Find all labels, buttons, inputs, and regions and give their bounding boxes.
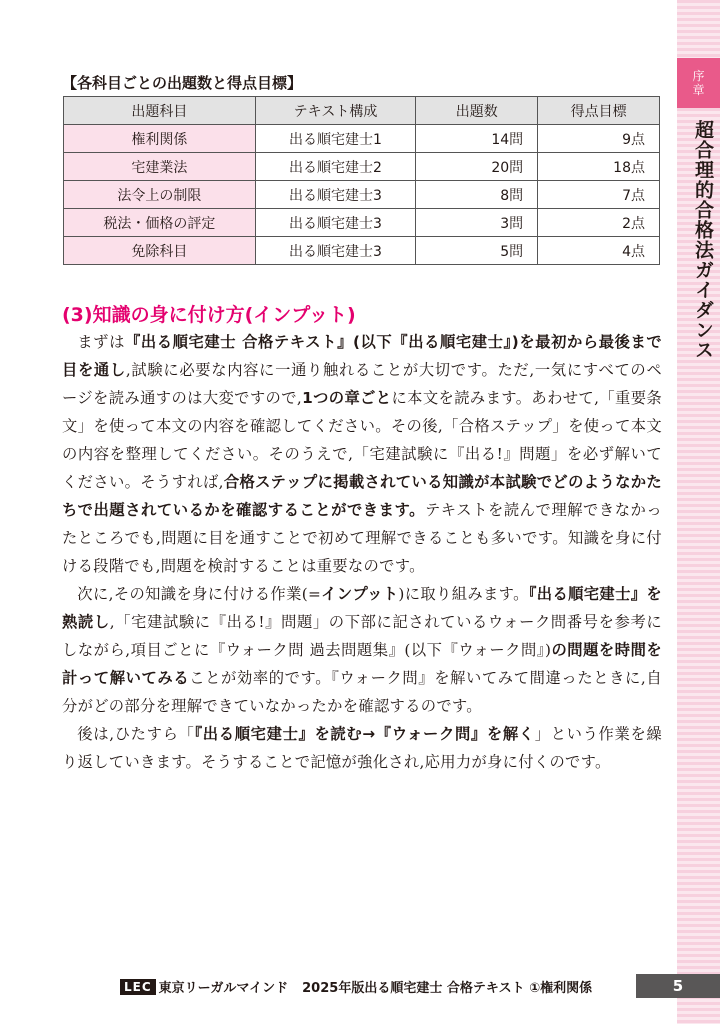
cell-score: 7点: [538, 181, 660, 209]
text-run: に本文を読みます。あわせて,「重要条文」を使って本文の内容を確認してください。その後,「合格ステップ」を使って本文の内容を整理してください。そのうえで,「宅建試験に『出る!』問題」を必ず解いてください。そうすれば,: [62, 389, 662, 491]
cell-text: 出る順宅建士2: [255, 153, 416, 181]
emphasis-run: 『出る順宅建士』を熟読し: [62, 585, 662, 631]
text-run: ,「宅建試験に『出る!』問題」の下部に記されているウォーク問番号を参考にしながら,項目ごとに『ウォーク問 過去問題集』(以下『ウォーク問』): [62, 613, 662, 659]
cell-subject: 権利関係: [64, 125, 256, 153]
table-header-row: [64, 97, 660, 125]
header-count: 出題数: [416, 97, 538, 125]
book-title: 2025年版出る順宅建士 合格テキスト ①権利関係: [302, 981, 593, 996]
cell-count: 14問: [416, 125, 538, 153]
cell-text: 出る順宅建士3: [255, 237, 416, 265]
text-run: 次に,その知識を身に付ける作業(=: [77, 585, 322, 603]
cell-count: 20問: [416, 153, 538, 181]
text-run: ,試験に必要な内容に一通り触れることが大切です。ただ,一気にすべてのページを読み通すのは大変ですので,: [62, 361, 662, 407]
section-heading: (3)知識の身に付け方(インプット): [62, 304, 356, 326]
cell-count: 3問: [416, 209, 538, 237]
chapter-label-2: 章: [692, 83, 705, 97]
cell-subject: 免除科目: [64, 237, 256, 265]
page-number: 5: [636, 974, 720, 998]
cell-text: 出る順宅建士3: [255, 181, 416, 209]
emphasis-run: の問題を時間を計って解いてみる: [62, 641, 662, 687]
text-run: まずは: [77, 333, 125, 351]
chapter-title: 超合理的合格法ガイダンス: [692, 120, 714, 360]
cell-subject: 法令上の制限: [64, 181, 256, 209]
paragraph-1: [62, 328, 662, 580]
text-run: 後は,ひたすら「: [77, 725, 195, 743]
lec-logo: LEC: [120, 979, 156, 995]
text-run: ことが効率的です。『ウォーク問』を解いてみて間違ったときに,自分がどの部分を理解できていなかったかを確認するのです。: [62, 669, 662, 715]
header-text: テキスト構成: [255, 97, 416, 125]
side-strip: [677, 0, 720, 1024]
paragraph-3: [62, 720, 662, 776]
table-row: [64, 181, 660, 209]
table-row: [64, 153, 660, 181]
score-table: [63, 96, 660, 265]
cell-score: 4点: [538, 237, 660, 265]
footer-brand: [120, 977, 592, 996]
text-run: テキストを読んで理解できなかったところでも,問題に目を通すことで初めて理解できることも多いです。知識を身に付ける段階でも,問題を検討することは重要なのです。: [62, 501, 662, 575]
text-run: 」という作業を繰り返していきます。そうすることで記憶が強化され,応用力が身に付くのです。: [62, 725, 663, 771]
emphasis-run: 1つの章ごと: [302, 389, 392, 407]
header-subject: 出題科目: [64, 97, 256, 125]
cell-subject: 税法・価格の評定: [64, 209, 256, 237]
paragraph-2: [62, 580, 662, 720]
cell-score: 9点: [538, 125, 660, 153]
table-caption: 【各科目ごとの出題数と得点目標】: [62, 74, 303, 92]
emphasis-run: 『出る順宅建士』を読む→『ウォーク問』を解く: [194, 725, 535, 743]
footer: [0, 974, 720, 1000]
cell-score: 2点: [538, 209, 660, 237]
table-row: [64, 237, 660, 265]
table-row: [64, 125, 660, 153]
emphasis-run: 合格ステップに掲載されている知識が本試験でどのようなかたちで出題されているかを確認することができます。: [62, 473, 662, 519]
chapter-tab: [677, 58, 720, 108]
emphasis-run: 『出る順宅建士 合格テキスト』(以下『出る順宅建士』)を最初から最後まで目を通し: [62, 333, 662, 379]
cell-count: 5問: [416, 237, 538, 265]
header-score: 得点目標: [538, 97, 660, 125]
cell-text: 出る順宅建士3: [255, 209, 416, 237]
cell-score: 18点: [538, 153, 660, 181]
cell-text: 出る順宅建士1: [255, 125, 416, 153]
chapter-label-1: 序: [692, 69, 705, 83]
table-row: [64, 209, 660, 237]
cell-subject: 宅建業法: [64, 153, 256, 181]
text-run: )に取り組みます。: [398, 585, 529, 603]
publisher-name: 東京リーガルマインド: [158, 981, 289, 996]
body-text: [62, 328, 662, 776]
emphasis-run: インプット: [321, 585, 399, 603]
cell-count: 8問: [416, 181, 538, 209]
